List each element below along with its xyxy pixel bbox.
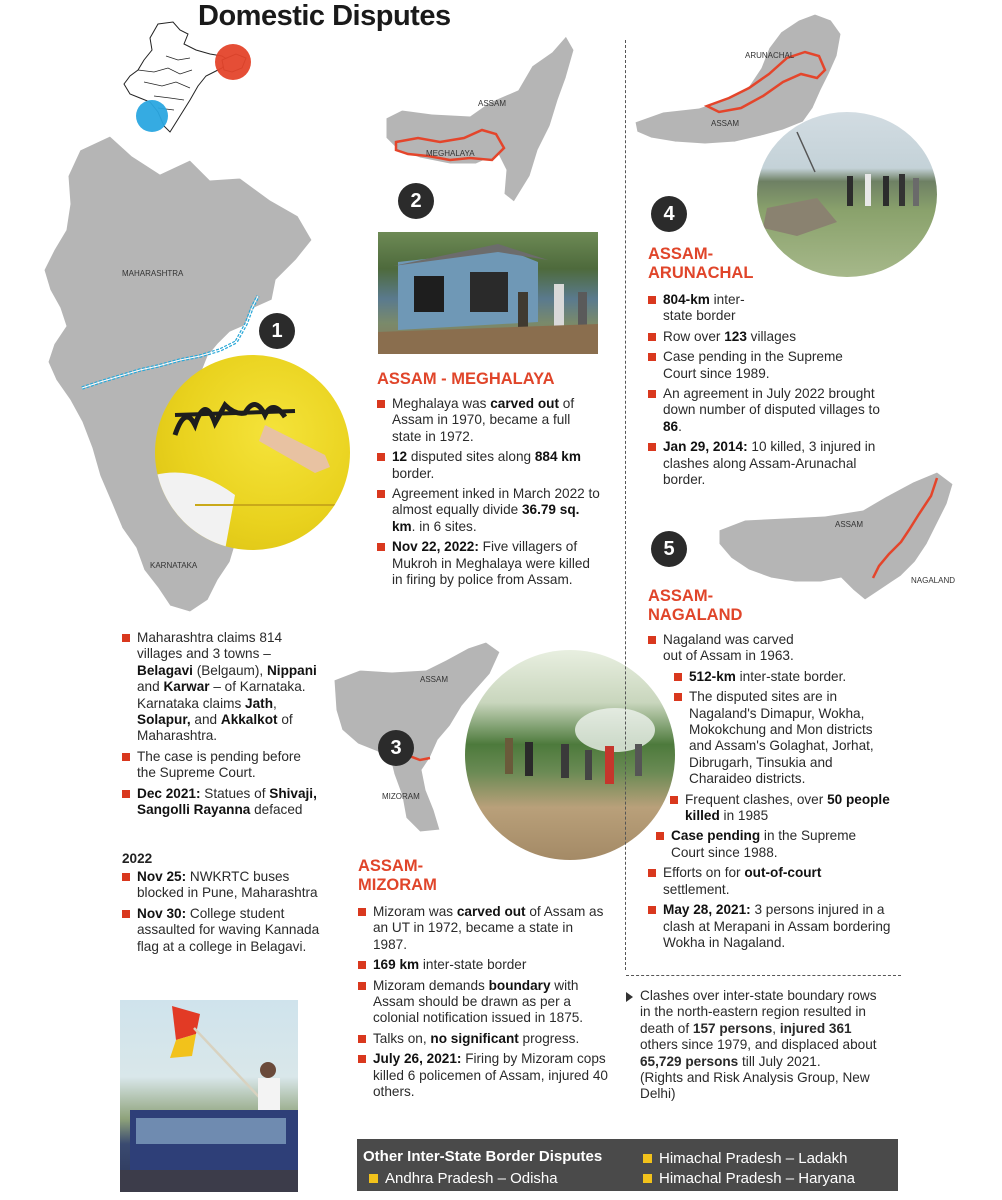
ne-region-marker: [215, 44, 251, 80]
summary-note: Clashes over inter-state boundary rows in the north-eastern region resulted in death of 157 persons, injured 361 others since 1979, and displaced about 65,729 persons till July 2021. (Rights and Risk Analysis Group, New Delhi): [640, 988, 885, 1103]
list-item: Efforts on for out-of-court settlement.: [648, 865, 868, 898]
list-item: Andhra Pradesh – Odisha: [369, 1170, 558, 1187]
bullet-icon: [369, 1174, 378, 1183]
section2-bullets: [377, 396, 602, 592]
list-item: 169 km inter-state border: [358, 957, 608, 973]
list-item: 12 disputed sites along 884 km border.: [377, 449, 602, 482]
list-item: May 28, 2021: 3 persons injured in a clash at Merapani in Assam bordering Wokha in Nagaland.: [648, 902, 898, 951]
heading-line-2: ARUNACHAL: [648, 264, 754, 282]
marker-number-4: 4: [651, 196, 687, 232]
list-item: July 26, 2021: Firing by Mizoram cops killed 6 policemen of Assam, injured 40 others.: [358, 1051, 608, 1100]
list-item: Row over 123 villages: [648, 329, 898, 345]
list-item: Nov 25: NWKRTC buses blocked in Pune, Maharashtra: [122, 869, 322, 902]
heading-line-1: ASSAM-: [648, 245, 714, 263]
section4-bullets: [648, 292, 898, 492]
year-heading: 2022: [122, 851, 153, 866]
heading-line-2: MIZORAM: [358, 876, 437, 894]
list-item: 804-km inter-state border: [648, 292, 753, 325]
heading-line-1: ASSAM-: [358, 857, 424, 875]
marker-number-3: 3: [378, 730, 414, 766]
list-item: 512-km inter-state border.: [674, 669, 898, 685]
list-item: Talks on, no significant progress.: [358, 1031, 608, 1047]
heading-line-1: ASSAM-: [648, 587, 714, 605]
label-karnataka: KARNATAKA: [150, 561, 198, 570]
other-disputes-box: [357, 1139, 898, 1191]
list-item: Case pending in the Supreme Court since 1988.: [656, 828, 890, 861]
list-item: Dec 2021: Statues of Shivaji, Sangolli Rayanna defaced: [122, 786, 322, 819]
column-divider: [625, 40, 626, 970]
label-nagaland: NAGALAND: [911, 576, 956, 585]
section3-bullets: [358, 904, 608, 1104]
marker-number-2: 2: [398, 183, 434, 219]
list-item: An agreement in July 2022 brought down number of disputed villages to 86.: [648, 386, 893, 435]
other-disputes-title: Other Inter-State Border Disputes: [363, 1148, 603, 1165]
list-item: Himachal Pradesh – Ladakh: [643, 1150, 847, 1167]
label-meghalaya: MEGHALAYA: [426, 149, 475, 158]
list-item: Agreement inked in March 2022 to almost equally divide 36.79 sq. km. in 6 sites.: [377, 486, 602, 535]
label-mizoram: MIZORAM: [382, 792, 420, 801]
photo-debris-people: [757, 112, 937, 277]
label-maharashtra: MAHARASHTRA: [122, 269, 184, 278]
photo-flag-on-bus: [120, 1000, 298, 1192]
heading-assam-arunachal: [648, 245, 753, 283]
section-divider: [626, 975, 901, 976]
section1-bullets: [122, 630, 322, 822]
heading-assam-mizoram: [358, 857, 437, 895]
list-item: Nagaland was carved out of Assam in 1963.: [648, 632, 798, 665]
label-assam: ASSAM: [478, 99, 507, 108]
label-assam: ASSAM: [420, 675, 449, 684]
bullet-icon: [643, 1154, 652, 1163]
list-item: Nov 22, 2022: Five villagers of Mukroh in Meghalaya were killed in firing by police from Assam.: [377, 539, 602, 588]
list-item: The case is pending before the Supreme Court.: [122, 749, 322, 782]
marker-number-5: 5: [651, 531, 687, 567]
assam-meghalaya-map: [380, 30, 580, 205]
mh-kk-region-marker: [136, 100, 168, 132]
section1-timeline: [122, 869, 322, 959]
photo-burnt-building: [378, 232, 598, 354]
list-item: Himachal Pradesh – Haryana: [643, 1170, 855, 1187]
india-locator-map: [118, 20, 258, 140]
heading-assam-meghalaya: ASSAM - MEGHALAYA: [377, 370, 555, 388]
section5-bullets: [648, 632, 900, 955]
label-arunachal: ARUNACHAL: [745, 51, 795, 60]
assam-nagaland-map: [715, 470, 960, 610]
page-title: Domestic Disputes: [198, 0, 451, 32]
label-assam: ASSAM: [835, 520, 864, 529]
list-item: Mizoram demands boundary with Assam should be drawn as per a colonial notification issued in 1875.: [358, 978, 608, 1027]
photo-bus-graffiti: [155, 355, 350, 550]
list-item: Nov 30: College student assaulted for waving Kannada flag at a college in Belagavi.: [122, 906, 322, 955]
bullet-icon: [643, 1174, 652, 1183]
list-item: The disputed sites are in Nagaland's Dimapur, Wokha, Mokokchung and Mon districts and Assam's Golaghat, Jorhat, Dibrugarh, Tinsukia and Charaideo districts.: [674, 689, 896, 787]
list-item: Maharashtra claims 814 villages and 3 towns – Belagavi (Belgaum), Nippani and Karwar – of Karnataka. Karnataka claims Jath, Solapur, and Akkalkot of Maharashtra.: [122, 630, 322, 745]
list-item: Frequent clashes, over 50 people killed in 1985: [670, 792, 890, 825]
label-assam: ASSAM: [711, 119, 740, 128]
note-source: (Rights and Risk Analysis Group, New Delhi): [640, 1070, 870, 1102]
list-item: Meghalaya was carved out of Assam in 1970, became a full state in 1972.: [377, 396, 602, 445]
marker-number-1: 1: [259, 313, 295, 349]
heading-assam-nagaland: [648, 587, 742, 625]
list-item: Case pending in the Supreme Court since 1989.: [648, 349, 868, 382]
note-arrow-icon: [626, 992, 633, 1002]
photo-road-clash: [465, 650, 675, 860]
list-item: Jan 29, 2014: 10 killed, 3 injured in clashes along Assam-Arunachal border.: [648, 439, 893, 488]
heading-line-2: NAGALAND: [648, 606, 743, 624]
list-item: Mizoram was carved out of Assam as an UT in 1972, became a state in 1987.: [358, 904, 608, 953]
